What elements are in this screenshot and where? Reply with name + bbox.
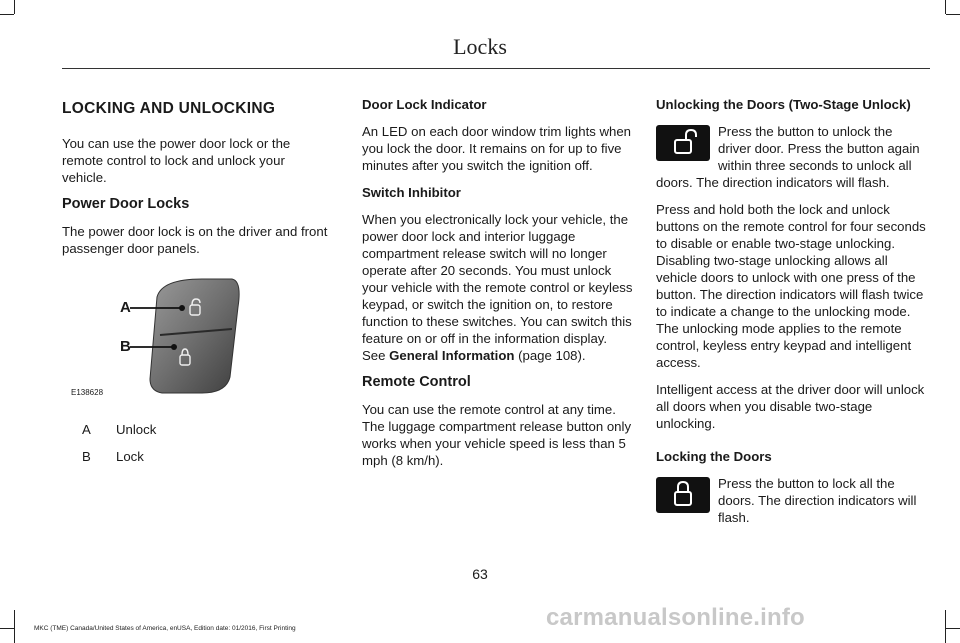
callout-label-b: B: [120, 338, 131, 355]
page-title: Locks: [453, 34, 507, 59]
callout-label-a: A: [120, 299, 131, 316]
crop-mark: [945, 610, 946, 643]
figure-code: E138628: [71, 388, 104, 397]
unlocking-text: Press the button to unlock the driver door. Press the button again within three seconds to unlock all doors. The direction indicators will flash.: [656, 124, 920, 190]
edition-note: MKC (TME) Canada/United States of America, enUSA, Edition date: 01/2016, First Printing: [34, 625, 296, 632]
lock-icon: [656, 477, 710, 513]
crop-mark: [14, 610, 15, 643]
locking-paragraph: [656, 475, 926, 526]
left-column: [62, 96, 332, 475]
page-number: 63: [472, 566, 488, 582]
middle-column: [362, 96, 634, 479]
crop-mark: [14, 0, 15, 14]
two-stage-mode-paragraph: Press and hold both the lock and unlock buttons on the remote control for four seconds to disable or enable two-stage unlocking. Disabling two-stage unlocking allows all vehicle doors to unlock with one press of the button. The direction indicators will flash twice to indicate a change to the unlocking mode. The unlocking mode applies to the remote control, keyless entry keypad and intelligent access.: [656, 202, 926, 370]
locking-text: Press the button to lock all the doors. The direction indicators will flash.: [718, 476, 917, 525]
power-door-locks-paragraph: The power door lock is on the driver and front passenger door panels.: [62, 224, 328, 256]
section-heading: LOCKING AND UNLOCKING: [62, 100, 276, 117]
switch-inhibitor-paragraph: [362, 211, 634, 364]
see-prefix: See: [362, 348, 386, 363]
crop-mark: [0, 628, 14, 629]
crop-mark: [945, 0, 946, 14]
intelligent-access-paragraph: Intelligent access at the driver door will unlock all doors when you disable two-stage unlocking.: [656, 382, 925, 431]
watermark: carmanualsonline.info: [546, 604, 805, 631]
crop-mark: [0, 14, 14, 15]
door-lock-switch-figure: [62, 267, 332, 417]
door-lock-indicator-heading: Door Lock Indicator: [362, 97, 487, 112]
legend-label: Lock: [116, 449, 144, 464]
crop-mark: [946, 14, 960, 15]
legend-row: [62, 421, 332, 438]
legend-key: A: [82, 422, 91, 437]
unlocking-heading: Unlocking the Doors (Two-Stage Unlock): [656, 97, 911, 112]
remote-control-paragraph: You can use the remote control at any time. The luggage compartment release button only works when your vehicle speed is less than 5 mph (8 km/h).: [362, 402, 632, 468]
switch-inhibitor-heading: Switch Inhibitor: [362, 185, 461, 200]
see-page-ref: (page 108).: [518, 348, 586, 363]
general-information-link[interactable]: General Information: [389, 348, 515, 363]
door-lock-indicator-paragraph: An LED on each door window trim lights when you lock the door. It remains on for up to five minutes after you switch the ignition off.: [362, 124, 632, 173]
legend-row: [62, 448, 332, 465]
locking-heading: Locking the Doors: [656, 449, 772, 464]
intro-paragraph: You can use the power door lock or the remote control to lock and unlock your vehicle.: [62, 136, 291, 185]
legend-key: B: [82, 449, 91, 464]
header-divider: [62, 68, 930, 69]
subheading-power-door-locks: Power Door Locks: [62, 196, 190, 212]
unlock-icon: [656, 125, 710, 161]
unlocking-paragraph: [656, 123, 926, 191]
crop-mark: [946, 628, 960, 629]
legend-label: Unlock: [116, 422, 157, 437]
remote-control-heading: Remote Control: [362, 374, 471, 390]
switch-inhibitor-text: When you electronically lock your vehicle, the power door lock and interior luggage compartment release switch will no longer operate after 20 seconds. You must unlock your vehicle with the remote control or keyless keypad, or switch the ignition on, to restore function to these switches. You can switch this feature on or off in the information display.: [362, 212, 633, 346]
right-column: [656, 96, 926, 536]
